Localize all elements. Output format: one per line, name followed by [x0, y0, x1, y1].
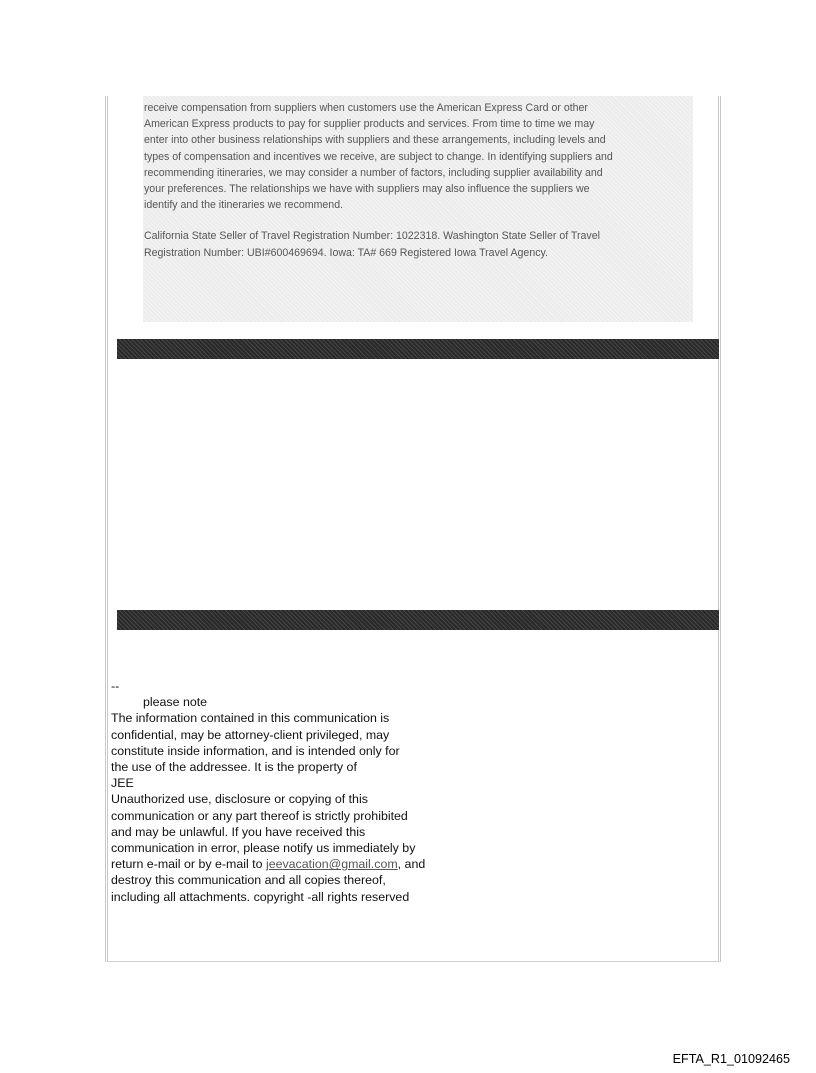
- confidentiality-line: the use of the addressee. It is the property of: [111, 760, 357, 775]
- email-suffix-text: , and: [397, 857, 426, 872]
- confidentiality-line: constitute inside information, and is intended only for: [111, 743, 400, 758]
- redaction-bar-bottom: [117, 610, 719, 630]
- confidentiality-line: including all attachments. copyright -all rights reserved: [111, 889, 410, 904]
- confidentiality-line: Unauthorized use, disclosure or copying of this: [111, 792, 368, 807]
- document-id: EFTA_R1_01092465: [672, 1052, 790, 1066]
- email-link[interactable]: jeevacation@gmail.com: [265, 857, 398, 872]
- signature-heading: please note: [143, 695, 208, 710]
- confidentiality-line: confidential, may be attorney-client privileged, may: [111, 727, 390, 742]
- confidentiality-line: and may be unlawful. If you have received this: [111, 824, 366, 839]
- email-signature: [111, 678, 425, 905]
- supplier-compensation-paragraph: receive compensation from suppliers when customers use the American Express Card or other American Express products to pay for supplier products and services. From time to time we may enter into other business relationships with suppliers and these arrangements, including levels and types of compensation and incentives we receive, are subject to change. In identifying suppliers and recommending itineraries, we may consider a number of factors, including supplier availability and your preferences. The relationships we have with suppliers may also influence the suppliers we identify and the itineraries we recommend.: [144, 102, 613, 212]
- confidentiality-line: communication or any part thereof is strictly prohibited: [111, 808, 408, 823]
- confidentiality-line: The information contained in this communication is: [111, 711, 390, 726]
- confidentiality-line: communication in error, please notify us immediately by: [111, 841, 416, 856]
- signature-separator: --: [111, 679, 120, 693]
- confidentiality-line: destroy this communication and all copies thereof,: [111, 873, 386, 888]
- redaction-bar-top: [117, 339, 719, 359]
- email-contact-line: [111, 856, 425, 872]
- travel-disclosure-box: [143, 96, 693, 322]
- email-prefix-text: return e-mail or by e-mail to: [111, 857, 266, 872]
- seller-registration-paragraph: California State Seller of Travel Registration Number: 1022318. Washington State Seller of Travel Registration Number: UBI#600469694. Iowa: TA# 669 Registered Iowa Travel Agency.: [144, 230, 600, 259]
- confidentiality-line: JEE: [111, 776, 134, 791]
